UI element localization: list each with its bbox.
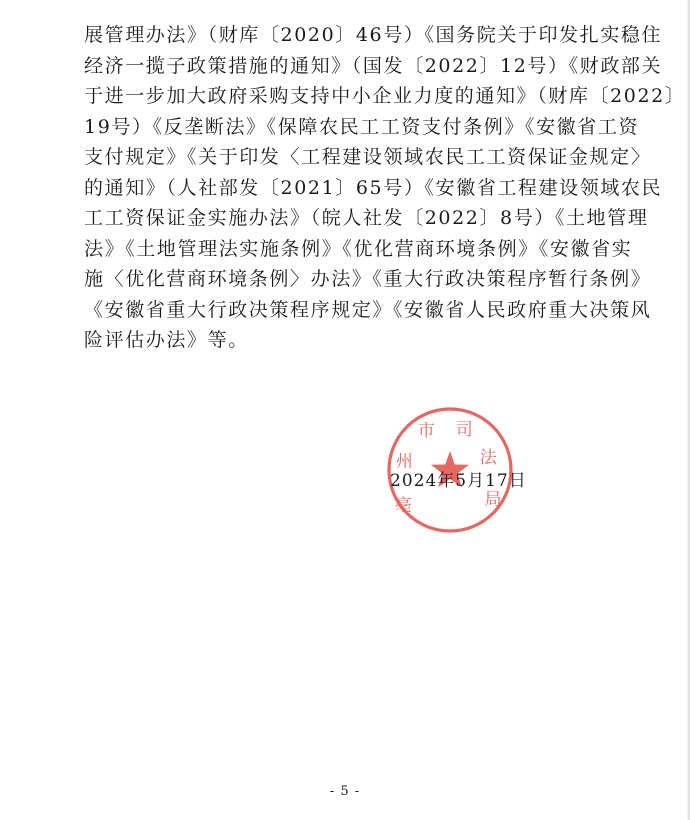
text-line: 支付规定》《关于印发〈工程建设领域农民工工资保证金规定〉 <box>84 146 652 168</box>
text-line: 施〈优化营商环境条例〉办法》《重大行政决策程序暂行条例》 <box>84 268 652 290</box>
seal-char: 法 <box>479 448 497 468</box>
text-line: 的通知》（人社部发〔2021〕65号）《安徽省工程建设领域农民 <box>84 176 663 199</box>
seal-char: 司 <box>455 420 473 440</box>
seal-char: 亳 <box>394 496 412 516</box>
seal-char: 市 <box>417 421 435 441</box>
text-line: 于进一步加大政府采购支持中小企业力度的通知》（财库〔2022〕 <box>84 85 686 107</box>
text-line: 法》《土地管理法实施条例》《优化营商环境条例》《安徽省实 <box>84 237 633 260</box>
issue-date: 2024年5月17日 <box>390 471 527 491</box>
text-line: 工工资保证金实施办法》（皖人社发〔2022〕8号）《土地管理 <box>84 207 649 229</box>
text-line: 险评估办法》等。 <box>84 329 249 351</box>
seal-char: 州 <box>395 452 413 472</box>
text-line: 展管理办法》（财库〔2020〕46号）《国务院关于印发扎实稳住 <box>84 24 663 46</box>
page-number: - 5 - <box>329 784 361 799</box>
text-line: 《安徽省重大行政决策程序规定》《安徽省人民政府重大决策风 <box>84 298 652 321</box>
body-text <box>84 20 686 356</box>
text-line: 19号）《反垄断法》《保障农民工工资支付条例》《安徽省工资 <box>84 115 640 138</box>
seal-char: 局 <box>484 490 502 510</box>
text-line: 经济一揽子政策措施的通知》（国发〔2022〕12号）《财政部关 <box>84 54 663 77</box>
